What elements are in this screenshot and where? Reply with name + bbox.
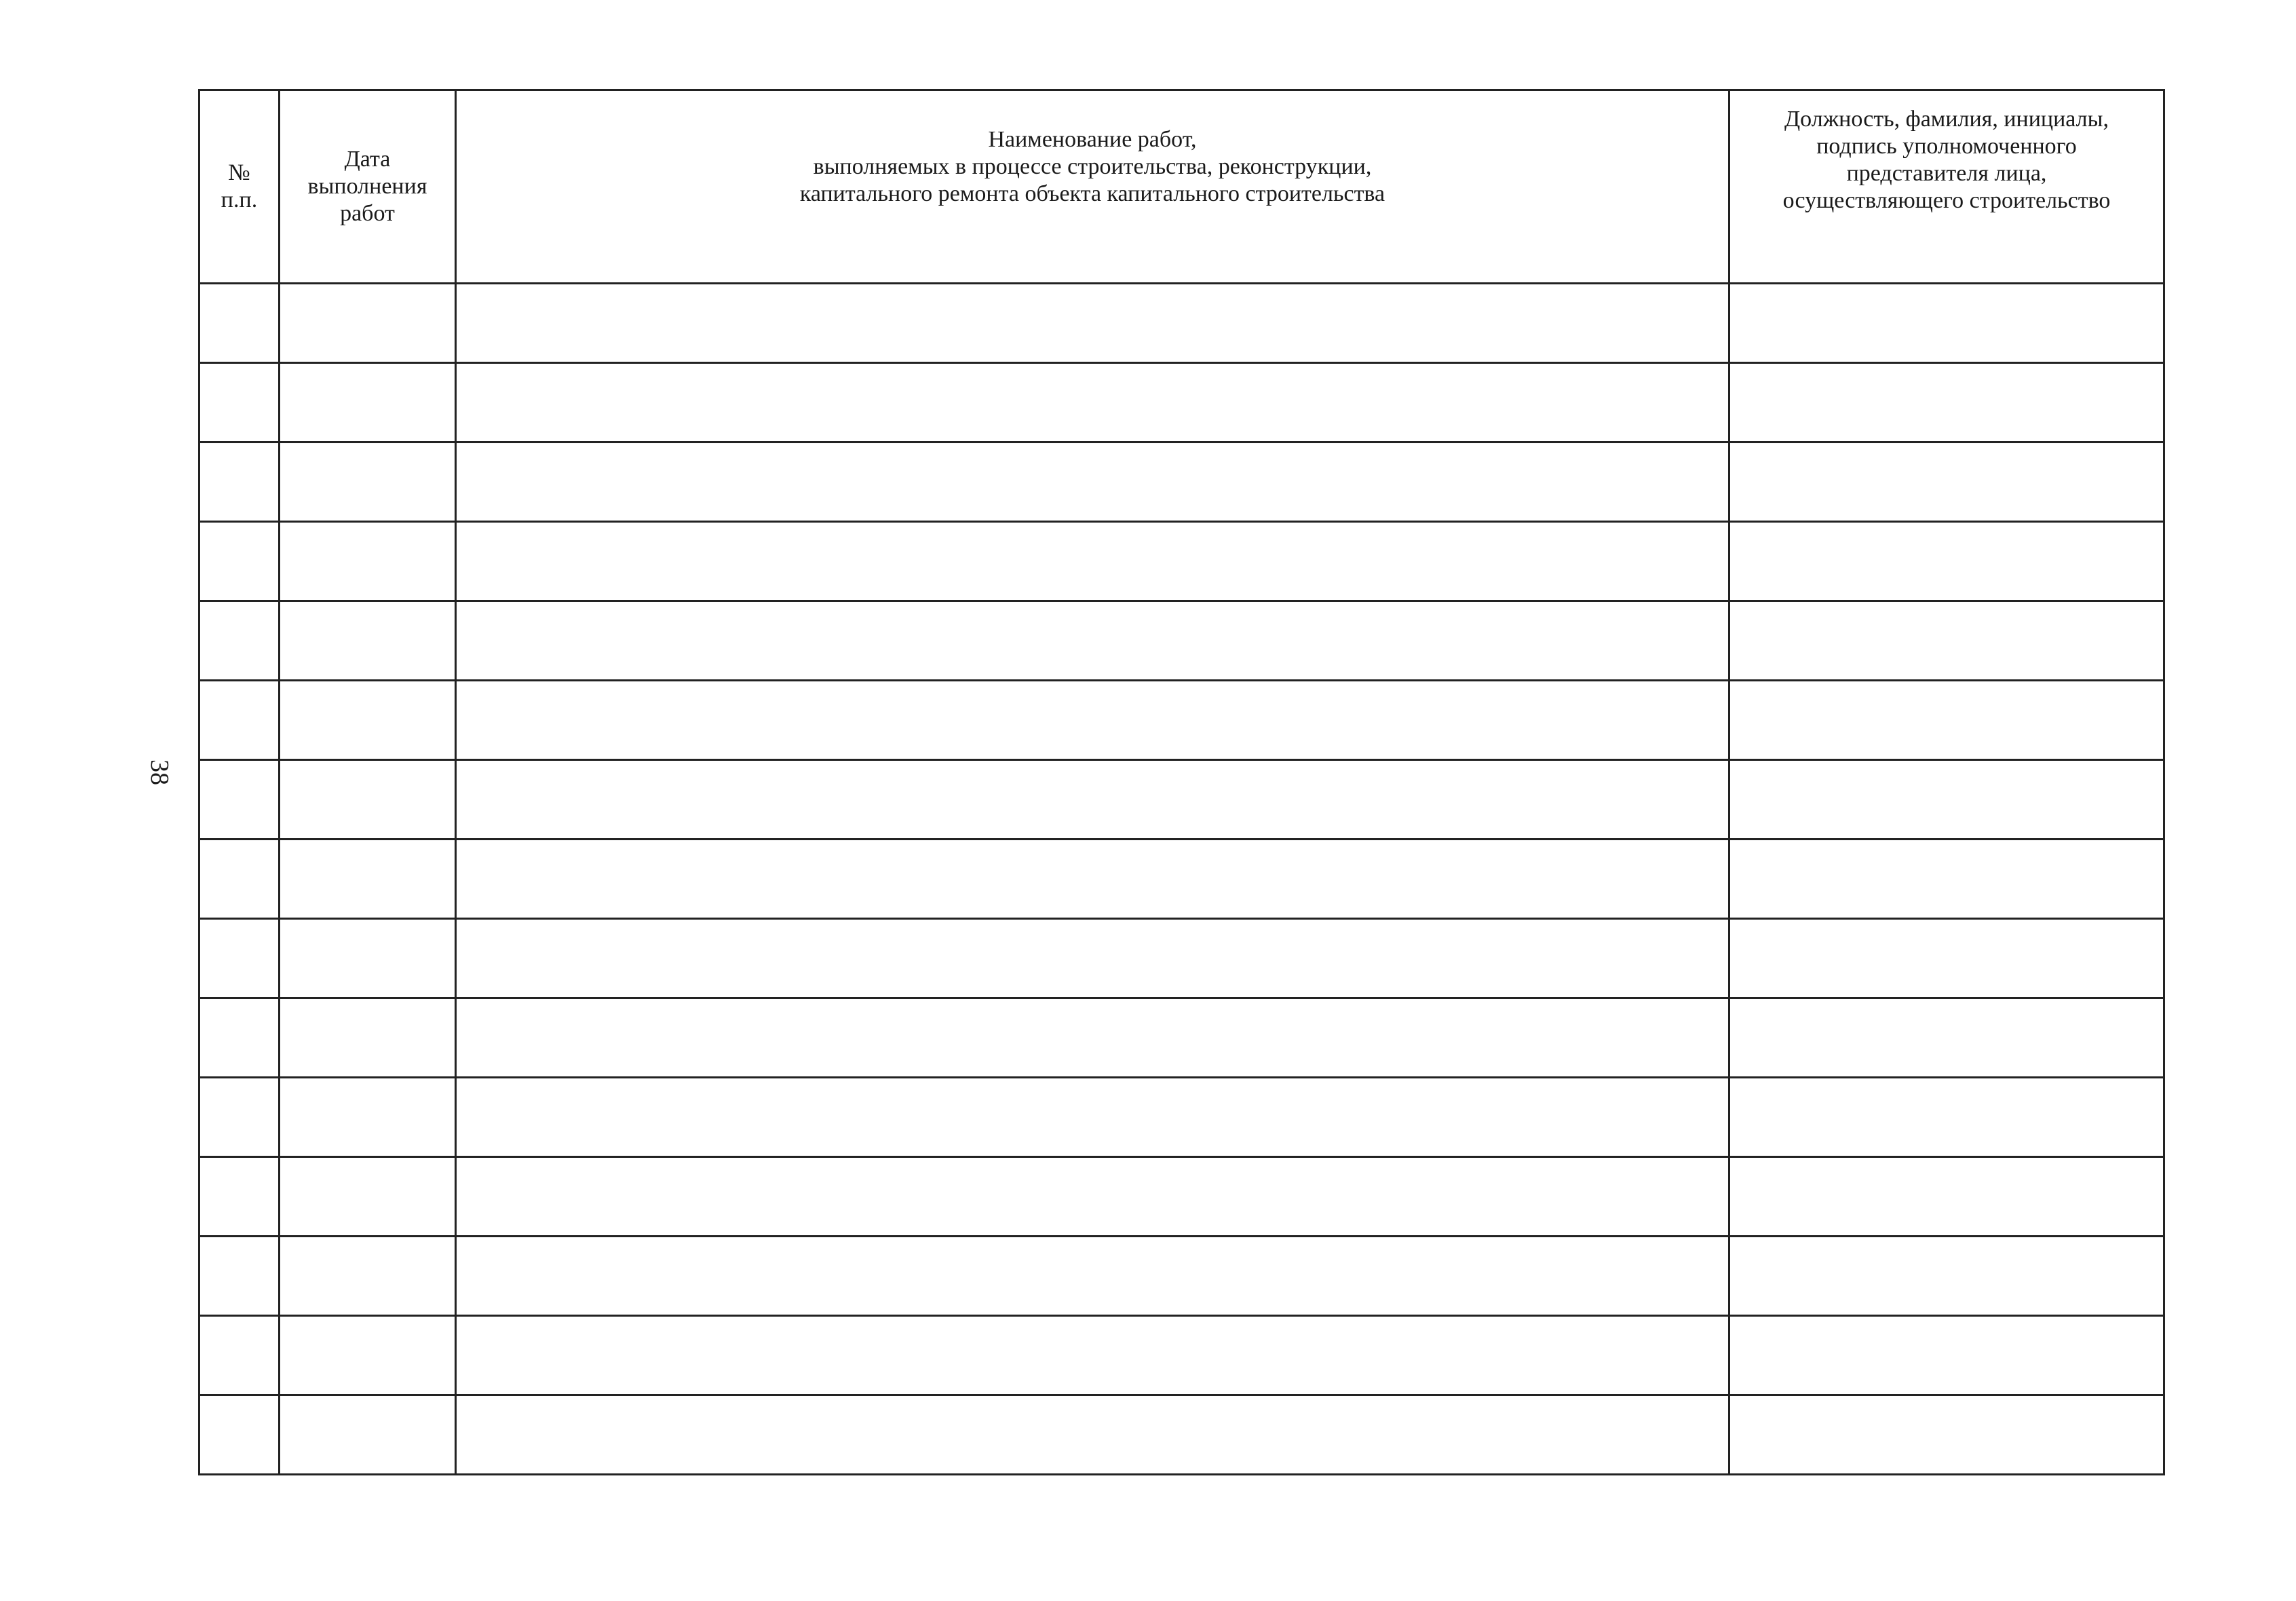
- cell-signature: [1729, 840, 2164, 919]
- cell-date: [280, 1395, 456, 1475]
- table-row: [199, 919, 2164, 998]
- table-row: [199, 363, 2164, 442]
- cell-signature: [1729, 1316, 2164, 1395]
- cell-signature: [1729, 1237, 2164, 1316]
- header-work-description: Наименование работ, выполняемых в процессе строительства, реконструкции, капитального ремонта объекта капитального строительства: [456, 90, 1729, 284]
- cell-date: [280, 1078, 456, 1157]
- cell-date: [280, 840, 456, 919]
- table-row: [199, 442, 2164, 522]
- cell-date: [280, 760, 456, 840]
- cell-number: [199, 442, 280, 522]
- cell-number: [199, 1237, 280, 1316]
- cell-work-description: [456, 601, 1729, 681]
- cell-work-description: [456, 1078, 1729, 1157]
- header-number: № п.п.: [199, 90, 280, 284]
- work-log-table-container: [198, 89, 2163, 1448]
- cell-number: [199, 1157, 280, 1237]
- table-row: [199, 998, 2164, 1078]
- cell-work-description: [456, 522, 1729, 601]
- table-header-row: [199, 90, 2164, 284]
- cell-work-description: [456, 1316, 1729, 1395]
- cell-date: [280, 284, 456, 363]
- cell-number: [199, 1395, 280, 1475]
- cell-date: [280, 681, 456, 760]
- cell-number: [199, 681, 280, 760]
- cell-signature: [1729, 363, 2164, 442]
- cell-work-description: [456, 998, 1729, 1078]
- cell-date: [280, 1237, 456, 1316]
- cell-work-description: [456, 284, 1729, 363]
- cell-date: [280, 522, 456, 601]
- cell-work-description: [456, 681, 1729, 760]
- cell-number: [199, 998, 280, 1078]
- header-date: Дата выполнения работ: [280, 90, 456, 284]
- cell-date: [280, 1316, 456, 1395]
- cell-work-description: [456, 1237, 1729, 1316]
- table-row: [199, 601, 2164, 681]
- table-row: [199, 681, 2164, 760]
- table-body: [199, 284, 2164, 1475]
- cell-signature: [1729, 284, 2164, 363]
- cell-date: [280, 601, 456, 681]
- cell-work-description: [456, 1157, 1729, 1237]
- cell-signature: [1729, 1078, 2164, 1157]
- cell-number: [199, 601, 280, 681]
- table-row: [199, 1078, 2164, 1157]
- cell-number: [199, 284, 280, 363]
- cell-work-description: [456, 919, 1729, 998]
- cell-signature: [1729, 760, 2164, 840]
- cell-number: [199, 1316, 280, 1395]
- cell-signature: [1729, 1395, 2164, 1475]
- cell-number: [199, 1078, 280, 1157]
- table-row: [199, 760, 2164, 840]
- cell-date: [280, 998, 456, 1078]
- cell-work-description: [456, 760, 1729, 840]
- cell-work-description: [456, 442, 1729, 522]
- cell-signature: [1729, 601, 2164, 681]
- cell-date: [280, 442, 456, 522]
- cell-number: [199, 760, 280, 840]
- cell-work-description: [456, 1395, 1729, 1475]
- cell-number: [199, 840, 280, 919]
- cell-number: [199, 363, 280, 442]
- cell-date: [280, 1157, 456, 1237]
- cell-number: [199, 522, 280, 601]
- cell-work-description: [456, 363, 1729, 442]
- cell-signature: [1729, 681, 2164, 760]
- cell-signature: [1729, 919, 2164, 998]
- cell-signature: [1729, 1157, 2164, 1237]
- table-row: [199, 1157, 2164, 1237]
- work-log-table: [198, 89, 2165, 1475]
- table-row: [199, 522, 2164, 601]
- table-row: [199, 1237, 2164, 1316]
- table-row: [199, 1395, 2164, 1475]
- page-number: 38: [145, 759, 174, 785]
- cell-work-description: [456, 840, 1729, 919]
- table-row: [199, 284, 2164, 363]
- table-row: [199, 1316, 2164, 1395]
- cell-signature: [1729, 442, 2164, 522]
- table-row: [199, 840, 2164, 919]
- cell-signature: [1729, 522, 2164, 601]
- cell-date: [280, 363, 456, 442]
- cell-signature: [1729, 998, 2164, 1078]
- header-signature: Должность, фамилия, инициалы, подпись уполномоченного представителя лица, осуществляющего строительство: [1729, 90, 2164, 284]
- cell-number: [199, 919, 280, 998]
- cell-date: [280, 919, 456, 998]
